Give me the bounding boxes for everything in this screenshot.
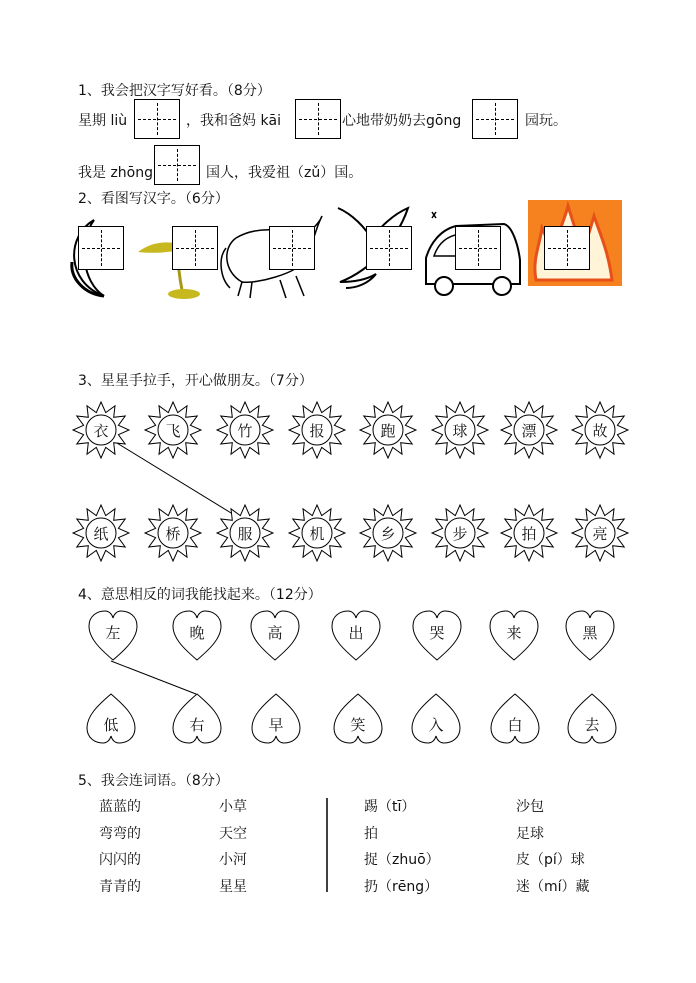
- heart-character: 低: [103, 716, 119, 734]
- q5-word-right-a-1[interactable]: 踢（tī）: [364, 799, 416, 815]
- star-character: 拍: [521, 524, 537, 543]
- heart-character: 来: [506, 624, 522, 642]
- star-character: 机: [309, 524, 325, 543]
- heart-character: 去: [584, 716, 600, 734]
- q1-line1-b: ，我和爸妈 kāi: [186, 113, 282, 129]
- q2-write-box-2[interactable]: [172, 226, 218, 270]
- heart-character: 出: [348, 624, 364, 642]
- heart-bottom-7[interactable]: [566, 692, 618, 744]
- heart-character: 白: [507, 716, 523, 734]
- q5-word-left-b-3[interactable]: 小河: [219, 852, 247, 868]
- star-character: 飞: [165, 421, 181, 440]
- star-bottom-5[interactable]: [358, 503, 418, 563]
- heart-bottom-1[interactable]: [85, 692, 137, 744]
- star-top-1[interactable]: [71, 400, 131, 460]
- heart-top-4[interactable]: [330, 610, 382, 662]
- q5-word-left-b-1[interactable]: 小草: [219, 799, 247, 815]
- q2-write-box-6[interactable]: [544, 226, 590, 270]
- q1-write-box-1[interactable]: [134, 99, 180, 139]
- heart-bottom-6[interactable]: [489, 692, 541, 744]
- q3-title: 3、星星手拉手，开心做朋友。（7分）: [78, 373, 313, 389]
- heart-character: 左: [105, 624, 121, 642]
- q1-line2-a: 我是 zhōng: [78, 165, 153, 181]
- q5-word-left-b-4[interactable]: 星星: [219, 879, 247, 895]
- star-top-4[interactable]: [287, 400, 347, 460]
- q5-word-right-a-3[interactable]: 捉（zhuō）: [364, 852, 440, 868]
- heart-bottom-5[interactable]: [410, 692, 462, 744]
- heart-character: 早: [268, 716, 284, 734]
- star-bottom-4[interactable]: [287, 503, 347, 563]
- star-top-5[interactable]: [358, 400, 418, 460]
- star-character: 竹: [237, 421, 253, 440]
- star-character: 故: [592, 421, 608, 440]
- q2-title: 2、看图写汉字。（6分）: [78, 191, 229, 207]
- star-top-6[interactable]: [430, 400, 490, 460]
- q1-line1-c: 心地带奶奶去gōng: [342, 113, 462, 129]
- heart-top-6[interactable]: [488, 610, 540, 662]
- star-bottom-7[interactable]: [499, 503, 559, 563]
- q2-write-box-1[interactable]: [78, 226, 124, 270]
- q5-title: 5、我会连词语。（8分）: [78, 773, 229, 789]
- star-character: 球: [452, 421, 468, 440]
- heart-bottom-4[interactable]: [332, 692, 384, 744]
- heart-character: 右: [189, 716, 205, 734]
- q4-title: 4、意思相反的词我能找起来。（12分）: [78, 587, 322, 603]
- q5-word-right-a-4[interactable]: 扔（rēng）: [364, 879, 439, 895]
- heart-character: 笑: [350, 716, 366, 734]
- heart-top-5[interactable]: [411, 610, 463, 662]
- heart-character: 高: [267, 624, 283, 642]
- q5-word-right-b-4[interactable]: 迷（mí）藏: [516, 879, 590, 895]
- q5-word-left-a-2[interactable]: 弯弯的: [99, 826, 141, 842]
- heart-top-1[interactable]: [87, 610, 139, 662]
- heart-character: 黑: [582, 624, 598, 642]
- star-character: 纸: [93, 524, 109, 543]
- q5-word-left-a-3[interactable]: 闪闪的: [99, 852, 141, 868]
- heart-top-3[interactable]: [249, 610, 301, 662]
- q2-write-box-3[interactable]: [269, 226, 315, 270]
- heart-character: 入: [428, 716, 444, 734]
- q5-word-left-a-4[interactable]: 青青的: [99, 879, 141, 895]
- star-character: 服: [237, 524, 253, 543]
- star-bottom-8[interactable]: [570, 503, 630, 563]
- star-bottom-1[interactable]: [71, 503, 131, 563]
- heart-top-7[interactable]: [564, 610, 616, 662]
- star-character: 跑: [380, 421, 396, 440]
- q1-line1-d: 园玩。: [525, 113, 567, 129]
- star-character: 亮: [592, 524, 608, 543]
- q1-write-box-2[interactable]: [295, 99, 341, 139]
- star-character: 衣: [93, 421, 109, 440]
- q5-word-right-a-2[interactable]: 拍: [364, 826, 378, 842]
- star-bottom-6[interactable]: [430, 503, 490, 563]
- star-character: 报: [309, 421, 325, 440]
- q1-line2-b: 国人，我爱祖（zǔ）国。: [206, 165, 363, 181]
- star-bottom-3[interactable]: [215, 503, 275, 563]
- star-character: 乡: [380, 524, 396, 543]
- star-character: 漂: [521, 421, 537, 440]
- heart-bottom-2[interactable]: [171, 692, 223, 744]
- star-top-8[interactable]: [570, 400, 630, 460]
- star-character: 步: [452, 524, 468, 543]
- star-bottom-2[interactable]: [143, 503, 203, 563]
- q1-line1-a: 星期 liù: [78, 113, 128, 129]
- q5-word-right-b-2[interactable]: 足球: [516, 826, 544, 842]
- q1-write-box-3[interactable]: [472, 99, 518, 139]
- q1-write-box-4[interactable]: [154, 145, 200, 185]
- heart-bottom-3[interactable]: [250, 692, 302, 744]
- q5-word-left-b-2[interactable]: 天空: [219, 826, 247, 842]
- q2-write-box-5[interactable]: [455, 226, 501, 270]
- heart-top-2[interactable]: [171, 610, 223, 662]
- q5-word-right-b-1[interactable]: 沙包: [516, 799, 544, 815]
- star-top-7[interactable]: [499, 400, 559, 460]
- star-character: 桥: [165, 524, 181, 543]
- q5-word-right-b-3[interactable]: 皮（pí）球: [516, 852, 585, 868]
- q1-title: 1、我会把汉字写好看。（8分）: [78, 83, 271, 99]
- star-top-2[interactable]: [143, 400, 203, 460]
- q2-write-box-4[interactable]: [366, 226, 412, 270]
- star-top-3[interactable]: [215, 400, 275, 460]
- heart-character: 晚: [189, 624, 205, 642]
- heart-character: 哭: [429, 624, 445, 642]
- q5-word-left-a-1[interactable]: 蓝蓝的: [99, 799, 141, 815]
